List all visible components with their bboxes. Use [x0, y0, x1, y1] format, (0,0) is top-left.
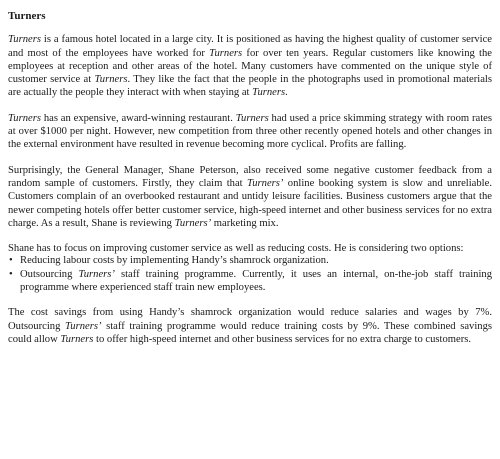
text-run: had used a price skimming strategy with room rates at over $1000 per night. However, new competition from three other recently opened hotels and other changes in the external environment have resulted in revenue becoming more cyclical. Profits are falling. — [8, 112, 492, 151]
italic-text-run: Turners’ — [174, 217, 212, 229]
text-run: The cost savings from using Handy’s shamrock organization would reduce salaries and wages by 7%. Outsourcing — [8, 307, 492, 332]
italic-text-run: Turners — [8, 34, 41, 46]
paragraph-restaurant — [8, 112, 492, 152]
document-page — [8, 10, 492, 358]
text-run: staff training programme. Currently, it uses an internal, on-the-job staff training programme where experienced staff train new employees. — [20, 268, 492, 294]
italic-text-run: Turners — [209, 47, 243, 59]
text-run: is a famous hotel located in a large city. It is positioned as having the highest quality of customer service and most of the employees have worked for — [8, 34, 492, 59]
text-run: has an expensive, award-winning restaurant. — [40, 112, 236, 124]
italic-text-run: Turners — [252, 87, 286, 99]
text-run: . They like the fact that the people in the photographs used in promotional materials are actually the people they interact with when staying at — [8, 74, 492, 99]
text-run: Shane has to focus on improving customer service as well as reducing costs. He is considering two options: — [8, 243, 464, 255]
paragraph-options-intro — [8, 242, 492, 255]
option-item-outsourcing — [8, 268, 492, 295]
italic-text-run: Turners — [235, 112, 269, 124]
paragraph-feedback — [8, 164, 492, 230]
italic-text-run: Turners — [94, 74, 128, 86]
italic-text-run: Turners’ — [64, 320, 102, 332]
text-run: . — [285, 87, 288, 99]
italic-text-run: Turners — [8, 112, 41, 124]
text-run: Surprisingly, the General Manager, Shane Peterson, also received some negative customer feedback from a random sample of customers. Firstly, they claim that — [8, 164, 492, 189]
italic-text-run: Turners’ — [78, 268, 115, 280]
text-run: Reducing labour costs by implementing Handy’s shamrock organization. — [20, 255, 329, 267]
text-run: staff training programme would reduce training costs by 9%. These combined savings could allow — [8, 320, 492, 345]
text-run: to offer high-speed internet and other business services for no extra charge to customers. — [93, 333, 471, 345]
paragraph-intro — [8, 33, 492, 99]
document-title: Turners — [8, 10, 46, 22]
text-run: Outsourcing — [20, 268, 79, 280]
options-list — [8, 254, 492, 294]
option-item-shamrock — [8, 254, 492, 267]
text-run: for over ten years. Regular customers like knowing the employees at reception and other areas of the hotel. Many customers have commented on the unique style of customer service at — [8, 47, 492, 86]
paragraph-savings — [8, 306, 492, 346]
text-run: online booking system is slow and unreliable. Customers complain of an overbooked restaurant and untidy leisure facilities. Business customers argue that the newer competing hotels offer better customer service, high-speed internet and other business services for no extra charge. As a result, Shane is reviewing — [8, 177, 492, 229]
text-run: marketing mix. — [211, 217, 279, 229]
italic-text-run: Turners’ — [246, 177, 284, 189]
italic-text-run: Turners — [60, 333, 94, 345]
